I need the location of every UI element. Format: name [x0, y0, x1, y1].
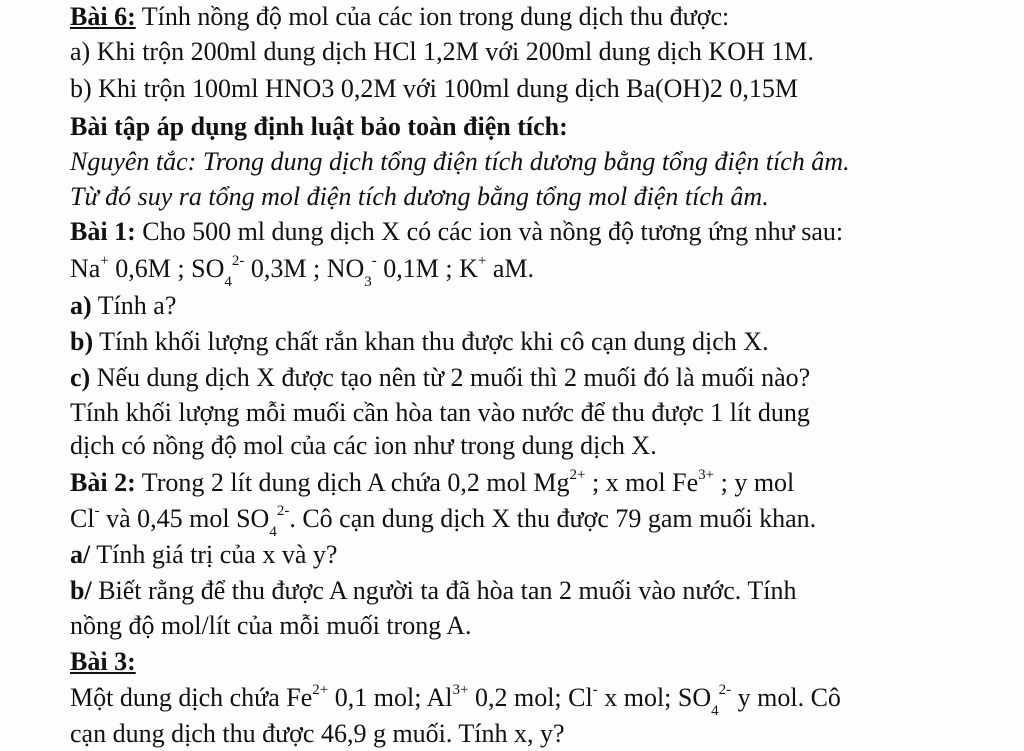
bai3-heading: Bài 3: — [70, 647, 136, 676]
bai6-heading: Bài 6: — [70, 2, 136, 31]
bai1-text: Cho 500 ml dung dịch X có các ion và nồng độ tương ứng như sau: — [135, 217, 844, 246]
ion-k-charge: + — [477, 253, 487, 270]
bai1-heading: Bài 1: — [70, 217, 136, 246]
bai2-b-text: Biết rằng để thu được A người ta đã hòa tan 2 muối vào nước. Tính — [91, 576, 797, 605]
ion-so4-charge: 2- — [276, 503, 290, 520]
bai1-c-text: Nếu dung dịch X được tạo nên từ 2 muối thì 2 muối đó là muối nào? — [90, 363, 811, 392]
bai3-fe-value: 0,1 mol; Al — [328, 683, 453, 712]
bai2-a-text: Tính giá trị của x và y? — [90, 540, 338, 569]
ion-so4-charge: 2- — [231, 253, 245, 270]
bai2-fe-text: ; x mol Fe — [585, 468, 699, 497]
ion-so4: SO — [191, 254, 225, 283]
ion-k: K — [459, 254, 478, 283]
bai6-part-a: a) Khi trộn 200ml dung dịch HCl 1,2M với 200ml dung dịch KOH 1M. — [70, 37, 814, 66]
bai2-line — [70, 466, 1004, 500]
bai1-part-c-line3: dịch có nồng độ mol của các ion như trong dung dịch X. — [70, 431, 657, 460]
bai2-line2 — [70, 502, 1004, 541]
ion-so4-charge: 2- — [718, 682, 732, 699]
bai2-heading: Bài 2: — [70, 468, 136, 497]
ion-no3-sub: 3 — [364, 274, 372, 291]
bai2-part-b-line2: nồng độ mol/lít của mỗi muối trong A. — [70, 611, 472, 640]
ion-cl: Cl — [70, 504, 95, 533]
ion-k-value: aM. — [486, 254, 535, 283]
ion-fe-charge: 3+ — [698, 467, 715, 484]
bai3-cl-value: x mol; SO — [597, 683, 712, 712]
bai2-tail: . Cô cạn dung dịch X thu được 79 gam muối khan. — [289, 504, 817, 533]
bai1-part-c — [70, 361, 1004, 395]
bai6-text: Tính nồng độ mol của các ion trong dung dịch thu được: — [135, 2, 730, 31]
ion-fe-charge: 2+ — [312, 682, 329, 699]
bai3-start: Một dung dịch chứa Fe — [70, 683, 313, 712]
ion-cl-charge: - — [94, 503, 100, 520]
ion-mg-charge: 2+ — [569, 467, 586, 484]
bai6-part-b: b) Khi trộn 100ml HNO3 0,2M với 100ml dung dịch Ba(OH)2 0,15M — [70, 74, 798, 103]
ion-na-value: 0,6M ; — [108, 254, 192, 283]
ion-no3: NO — [326, 254, 365, 283]
bai1-b-text: Tính khối lượng chất rắn khan thu được khi cô cạn dung dịch X. — [93, 327, 769, 356]
bai1-a-text: Tính a? — [91, 291, 177, 320]
bai2-y-text: ; y mol — [714, 468, 795, 497]
principle-line-1: Nguyên tắc: Trong dung dịch tổng điện tích dương bằng tổng điện tích âm. — [70, 147, 850, 176]
ion-al-charge: 3+ — [452, 682, 469, 699]
bai6-line — [70, 0, 1004, 34]
bai2-part-b — [70, 574, 1004, 608]
bai2-b-label: b/ — [70, 576, 92, 605]
bai3-al-value: 0,2 mol; Cl — [468, 683, 593, 712]
bai2-so4-text: và 0,45 mol SO — [99, 504, 270, 533]
principle-line-2: Từ đó suy ra tổng mol điện tích dương bằng tổng mol điện tích âm. — [70, 182, 769, 211]
bai1-b-label: b) — [70, 327, 94, 356]
ion-so4-value: 0,3M ; — [244, 254, 327, 283]
bai3-line — [70, 681, 1004, 720]
bai1-part-b — [70, 325, 1004, 359]
bai1-c-label: c) — [70, 363, 91, 392]
bai2-text: Trong 2 lít dung dịch A chứa 0,2 mol Mg — [135, 468, 570, 497]
ion-so4-sub: 4 — [224, 274, 232, 291]
section-heading: Bài tập áp dụng định luật bảo toàn điện tích: — [70, 112, 568, 141]
ion-na-charge: + — [100, 253, 109, 270]
ion-so4-sub: 4 — [269, 524, 277, 541]
ion-na: Na — [70, 254, 101, 283]
bai1-part-c-line2: Tính khối lượng mỗi muối cần hòa tan vào nước để thu được 1 lít dung — [70, 398, 810, 427]
bai1-a-label: a) — [70, 291, 92, 320]
ion-no3-charge: - — [371, 253, 377, 270]
ion-cl-charge: - — [592, 682, 598, 699]
bai3-line2: cạn dung dịch thu được 46,9 g muối. Tính x, y? — [70, 719, 565, 748]
bai1-line — [70, 215, 1004, 249]
bai1-ions — [70, 252, 1004, 291]
bai2-a-label: a/ — [70, 540, 91, 569]
ion-no3-value: 0,1M ; — [376, 254, 460, 283]
ion-so4-sub: 4 — [711, 703, 719, 720]
bai3-so4-value: y mol. Cô — [731, 683, 841, 712]
bai1-part-a — [70, 289, 1004, 323]
bai2-part-a — [70, 538, 1004, 572]
